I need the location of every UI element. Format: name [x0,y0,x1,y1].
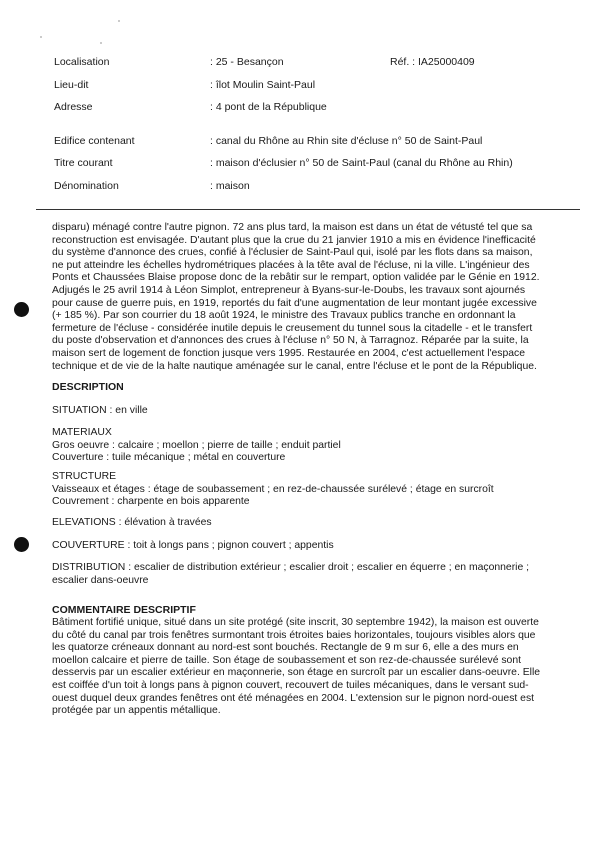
text-line: fermeture de l'écluse - considérée inutile depuis le creusement du tunnel sous la citadelle - et le transfert [52,322,533,334]
field-label: Dénomination [54,180,119,192]
text-line: Ponts et Chaussées Blaise propose donc de la rebâtir sur le rempart, option validée par le Génie en 1912. [52,272,540,284]
header-divider [36,209,580,210]
field-label: Adresse [54,101,93,113]
materiaux-block [52,427,572,465]
text-line: Bâtiment fortifié unique, situé dans un site protégé (site inscrit, 30 septembre 1942), la maison est ouverte [52,617,539,628]
text-line: du côté du canal par trois fenêtres surmontant trois étroites baies horizontales, toujours visibles alors que [52,629,536,641]
text-line: protégée par un appentis métallique. [52,705,221,717]
text-line: pour cause de guerre puis, en 1919, reportés du fait d'une augmentation de leur montant jugée excessive [52,297,537,309]
materiaux-line: Gros oeuvre : calcaire ; moellon ; pierre de taille ; enduit partiel [52,439,341,451]
field-value: : canal du Rhône au Rhin site d'écluse n° 50 de Saint-Paul [210,135,483,147]
text-line: (+ 185 %). Par son courrier du 18 août 1924, le ministre des Travaux publics tranche en ordonnant la [52,310,516,322]
distribution-block [52,562,572,587]
couverture-text: COUVERTURE : toit à longs pans ; pignon couvert ; appentis [52,540,334,551]
text-line: est coiffée d'un toit à longs pans à pignon couvert, recouvert de tuiles mécaniques, dans le versant sud- [52,679,529,691]
history-paragraph [52,222,562,373]
field-value: : îlot Moulin Saint-Paul [210,79,316,91]
structure-line: Vaisseaux et étages : étage de soubassement ; en rez-de-chaussée surélevé ; étage en surcroît [52,483,494,495]
structure-title: STRUCTURE [52,471,117,482]
text-line: reconstruction est envisagée. D'autant plus que la crue du 21 janvier 1910 a mis en évidence l'inefficacité [52,234,536,246]
field-label: Lieu-dit [54,79,89,91]
field-value: : maison d'éclusier n° 50 de Saint-Paul (canal du Rhône au Rhin) [210,157,513,169]
commentaire-heading: COMMENTAIRE DESCRIPTIF [52,604,196,616]
commentaire-paragraph [52,617,562,718]
text-line: Adjugés le 25 avril 1914 à Léon Simplot, entrepreneur à Byans-sur-le-Doubs, les travaux sont ajournés [52,284,526,296]
text-line: moellon calcaire et pierre de taille. Son étage de soubassement et son rez-de-chaussée surélevé sont [52,654,522,666]
punch-hole [14,537,29,552]
text-line: du poste d'observation et d'annonces des crues à l'écluse n° 50 N, à Tarragnoz. Réparée par la suite, la [52,335,529,347]
elevations-line [52,517,572,530]
description-heading: DESCRIPTION [52,381,124,393]
text-line: du système d'annonce des crues, confié à l'éclusier de Saint-Paul qui, isolé par les flots dans sa maison, [52,247,533,259]
text-line: technique et de vie de la halte nautique aménagée sur le canal, entre l'écluse et le pont de la République. [52,360,537,372]
structure-block [52,471,572,509]
structure-line: Couvrement : charpente en bois apparente [52,496,250,508]
text-line: ouest duquel deux grandes fenêtres ont été ménagées en 2004. L'extension sur le pignon nord-ouest est [52,692,535,704]
elevations-text: ELEVATIONS : élévation à travées [52,517,212,528]
text-line: ne put atteindre les échelles hydrométriques placées à la tête aval de l'écluse, ni la ville. L'ingénieur des [52,259,530,271]
scan-speck [100,42,102,44]
punch-hole [14,302,29,317]
scan-speck [118,20,120,22]
field-value: : 4 pont de la République [210,101,327,113]
field-label: Titre courant [54,157,113,169]
field-label: Localisation [54,56,110,68]
text-line: disparu) ménagé contre l'autre pignon. 72 ans plus tard, la maison est dans un état de vétusté tel que sa [52,222,533,233]
materiaux-title: MATERIAUX [52,427,112,438]
distribution-line: escalier dans-oeuvre [52,574,149,586]
text-line: les quatorze créneaux donnant au nord-est sont bouchés. Rectangle de 9 m sur 6, elle a des murs en [52,642,519,654]
field-value: : maison [210,180,250,192]
field-label: Edifice contenant [54,135,135,147]
distribution-line: DISTRIBUTION : escalier de distribution extérieur ; escalier droit ; escalier en équerre ; en maçonnerie ; [52,562,530,573]
text-line: maison sert de logement de fonction jusque vers 1995. Restaurée en 2004, c'est actuellement l'espace [52,347,525,359]
materiaux-line: Couverture : tuile mécanique ; métal en couverture [52,452,286,464]
text-line: desservis par un escalier extérieur en maçonnerie, son étage en surcroît par un escalier dans-oeuvre. Elle [52,667,541,679]
reference-number: Réf. : IA25000409 [390,56,475,68]
scan-speck [40,36,42,38]
situation-line [52,405,572,418]
couverture-line [52,540,572,553]
situation-text: SITUATION : en ville [52,405,148,416]
field-value: : 25 - Besançon [210,56,284,68]
